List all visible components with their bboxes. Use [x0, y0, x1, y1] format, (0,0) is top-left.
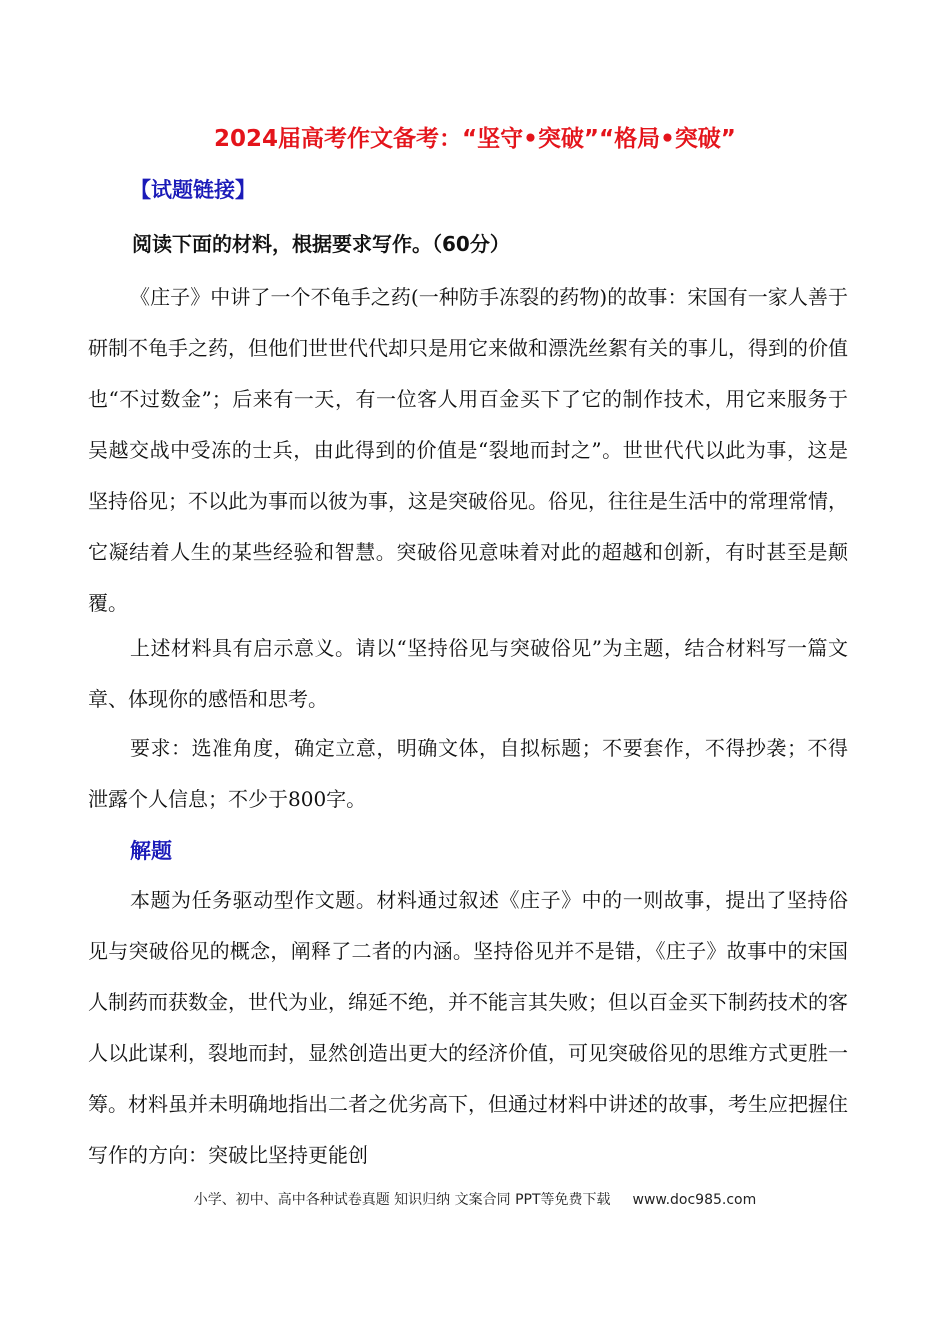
analysis-paragraph: 本题为任务驱动型作文题。材料通过叙述《庄子》中的一则故事，提出了坚持俗见与突破俗见的概念，阐释了二者的内涵。坚持俗见并不是错，《庄子》故事中的宋国人制药而获数金，世代为业，绵延不绝，并不能言其失败；但以百金买下制药技术的客人以此谋利，裂地而封，显然创造出更大的经济价值，可见突破俗见的思维方式更胜一筹。材料虽并未明确地指出二者之优劣高下，但通过材料中讲述的故事，考生应把握住写作的方向：突破比坚持更能创	[88, 888, 848, 1167]
material-paragraph: 《庄子》中讲了一个不龟手之药(一种防手冻裂的药物)的故事：宋国有一家人善于研制不龟手之药，但他们世世代代却只是用它来做和漂洗丝絮有关的事儿，得到的价值也“不过数金”；后来有一天，有一位客人用百金买下了它的制作技术，用它来服务于吴越交战中受冻的士兵，由此得到的价值是“裂地而封之”。世世代代以此为事，这是坚持俗见；不以此为事而以彼为事，这是突破俗见。俗见，往往是生活中的常理常情，它凝结着人生的某些经验和智慧。突破俗见意味着对此的超越和创新，有时甚至是颠覆。	[88, 285, 848, 615]
section-heading-question-link: 【试题链接】	[130, 178, 256, 202]
footer-url[interactable]: www.doc985.com	[632, 1192, 757, 1208]
requirements-paragraph: 要求：选准角度，确定立意，明确文体，自拟标题；不要套作，不得抄袭；不得泄露个人信息；不少于800字。	[88, 736, 848, 811]
document-title: 2024届高考作文备考：“坚守•突破”“格局•突破”	[214, 126, 736, 152]
prompt-paragraph: 上述材料具有启示意义。请以“坚持俗见与突破俗见”为主题，结合材料写一篇文章、体现你的感悟和思考。	[88, 636, 848, 711]
section-heading-analysis: 解题	[130, 839, 172, 863]
writing-instruction: 阅读下面的材料，根据要求写作。（60分）	[132, 232, 510, 256]
footer-text: 小学、初中、高中各种试卷真题 知识归纳 文案合同 PPT等免费下载	[193, 1192, 611, 1208]
page-footer	[0, 1188, 950, 1212]
